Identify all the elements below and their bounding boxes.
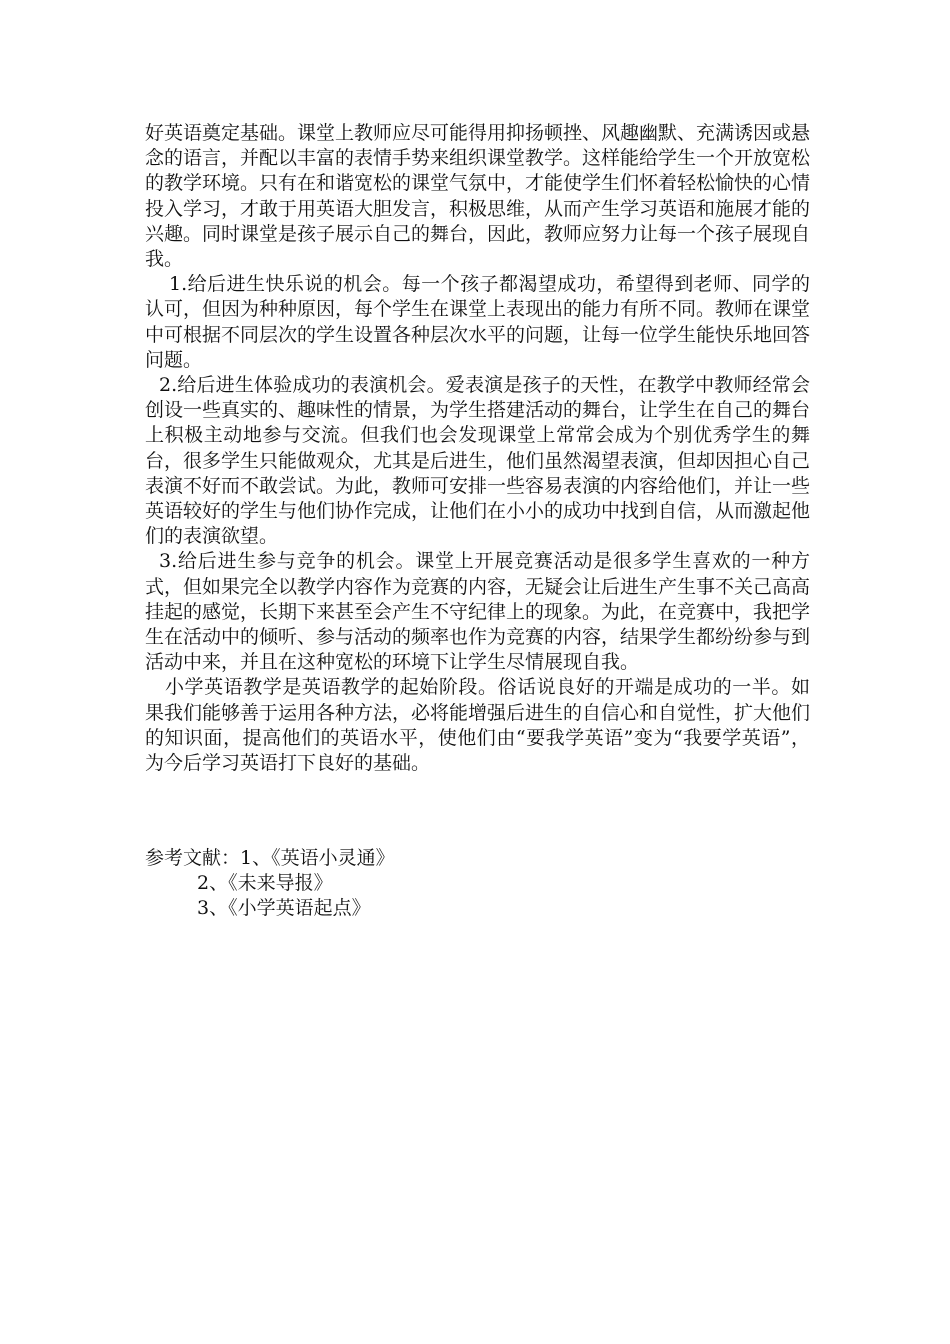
- reference-item: 2、《未来导报》: [197, 872, 333, 895]
- paragraph-conclusion: 小学英语教学是英语教学的起始阶段。俗话说良好的开端是成功的一半。如果我们能够善于运用各种方法，必将能增强后进生的自信心和自觉性，扩大他们的知识面，提高他们的英语水平，使他们由“要我学英语”变为“我要学英语”，为今后学习英语打下良好的基础。: [145, 676, 811, 775]
- reference-item: 3、《小学英语起点》: [197, 897, 371, 920]
- paragraph-point-2: 2.给后进生体验成功的表演机会。爱表演是孩子的天性，在教学中教师经常会创设一些真实的、趣味性的情景，为学生搭建活动的舞台，让学生在自己的舞台上积极主动地参与交流。但我们也会发现课堂上常常会成为个别优秀学生的舞台，很多学生只能做观众，尤其是后进生，他们虽然渴望表演，但却因担心自己表演不好而不敢尝试。为此，教师可安排一些容易表演的内容给他们，并让一些英语较好的学生与他们协作完成，让他们在小小的成功中找到自信，从而激起他们的表演欲望。: [145, 374, 811, 548]
- paragraph-point-1: 1.给后进生快乐说的机会。每一个孩子都渴望成功，希望得到老师、同学的认可，但因为种种原因，每个学生在课堂上表现出的能力有所不同。教师在课堂中可根据不同层次的学生设置各种层次水平的问题，让每一位学生能快乐地回答问题。: [145, 273, 811, 371]
- paragraph-intro: 好英语奠定基础。课堂上教师应尽可能得用抑扬顿挫、风趣幽默、充满诱因或悬念的语言，并配以丰富的表情手势来组织课堂教学。这样能给学生一个开放宽松的教学环境。只有在和谐宽松的课堂气氛中，才能使学生们怀着轻松愉快的心情投入学习，才敢于用英语大胆发言，积极思维，从而产生学习英语和施展才能的兴趣。同时课堂是孩子展示自己的舞台，因此，教师应努力让每一个孩子展现自我。: [145, 122, 811, 271]
- reference-item: 1、《英语小灵通》: [240, 847, 395, 869]
- document-body: [145, 121, 810, 776]
- references-heading: 参考文献：: [145, 847, 241, 869]
- references-section: [145, 846, 810, 922]
- reference-line-3: [145, 896, 810, 921]
- paragraph-point-3: 3.给后进生参与竞争的机会。课堂上开展竞赛活动是很多学生喜欢的一种方式，但如果完全以教学内容作为竞赛的内容，无疑会让后进生产生事不关己高高挂起的感觉，长期下来甚至会产生不守纪律上的现象。为此，在竞赛中，我把学生在活动中的倾听、参与活动的频率也作为竞赛的内容，结果学生都纷纷参与到活动中来，并且在这种宽松的环境下让学生尽情展现自我。: [145, 550, 811, 674]
- reference-line-1: [145, 846, 810, 871]
- reference-line-2: [145, 871, 810, 896]
